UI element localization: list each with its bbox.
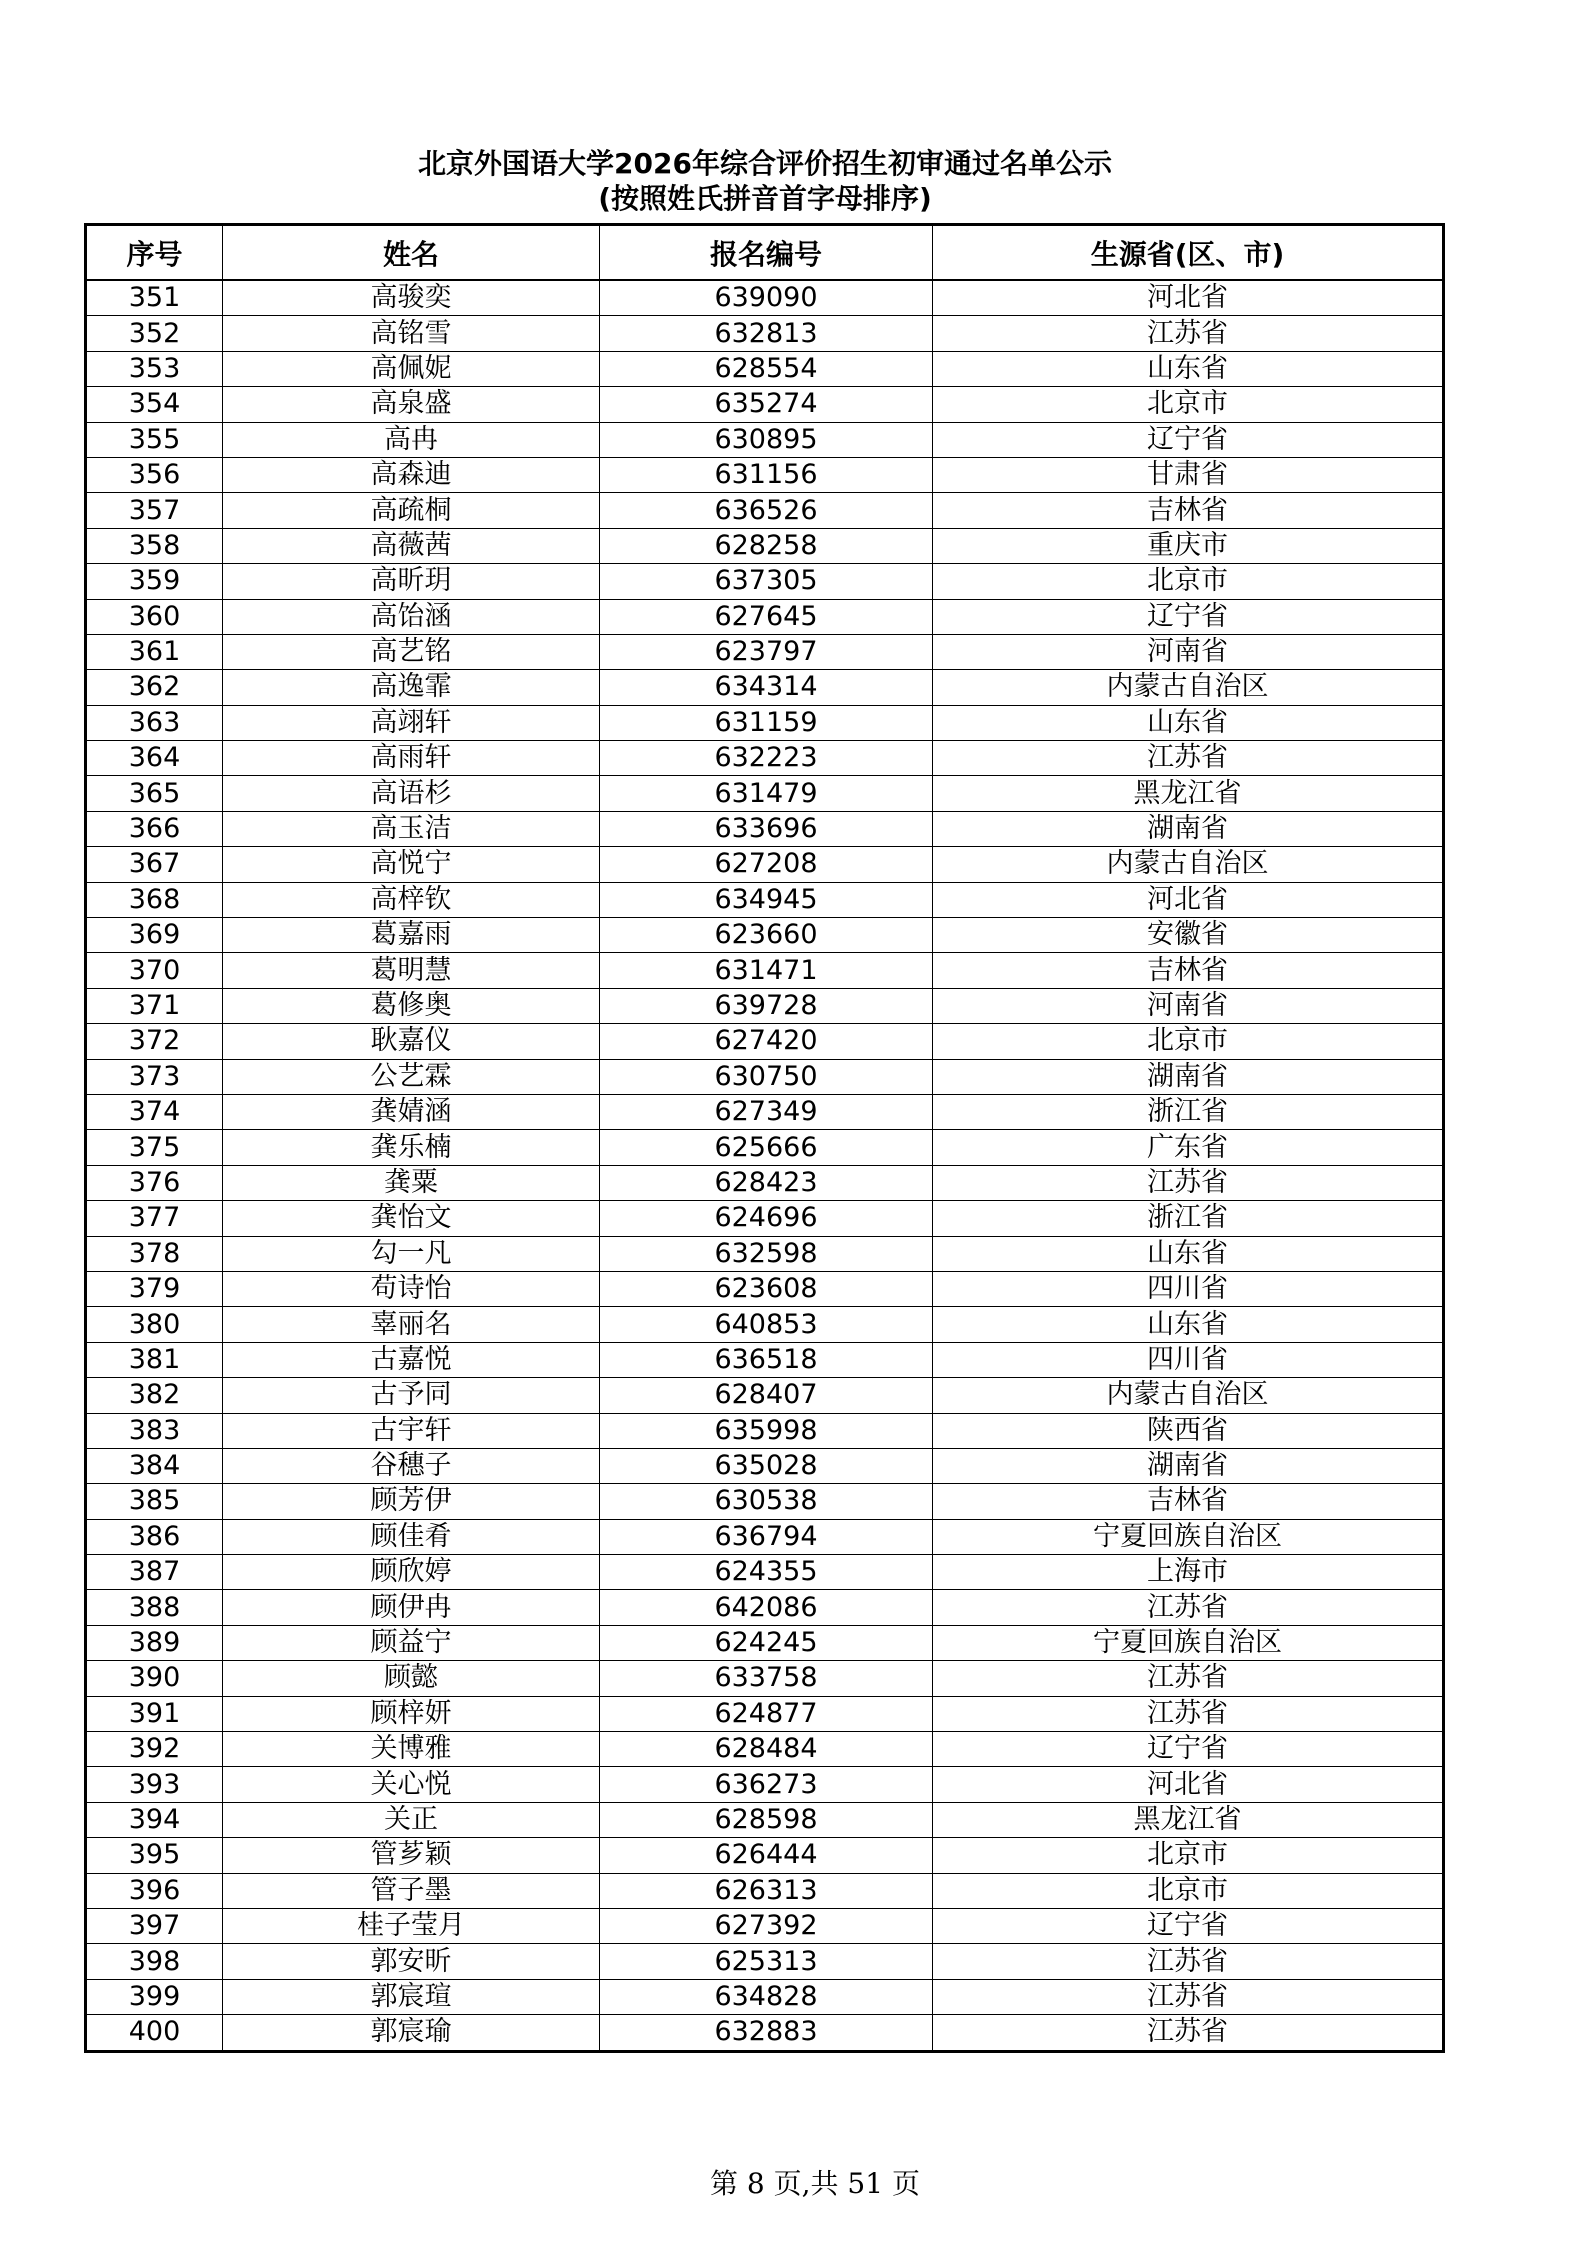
table-row bbox=[86, 847, 1444, 882]
table-row bbox=[86, 422, 1444, 457]
cell-name: 高艺铭 bbox=[223, 634, 600, 669]
cell-index: 371 bbox=[86, 988, 223, 1023]
cell-registration-number: 625313 bbox=[600, 1944, 933, 1979]
cell-province: 江苏省 bbox=[933, 2015, 1444, 2051]
page-number: 第 8 页,共 51 页 bbox=[710, 2167, 920, 2200]
cell-index: 367 bbox=[86, 847, 223, 882]
table-row bbox=[86, 1696, 1444, 1731]
cell-index: 376 bbox=[86, 1165, 223, 1200]
cell-registration-number: 631479 bbox=[600, 776, 933, 811]
roster-table bbox=[84, 223, 1445, 2053]
cell-province: 河北省 bbox=[933, 1767, 1444, 1802]
cell-province: 湖南省 bbox=[933, 811, 1444, 846]
cell-province: 北京市 bbox=[933, 1024, 1444, 1059]
cell-province: 四川省 bbox=[933, 1342, 1444, 1377]
cell-index: 389 bbox=[86, 1625, 223, 1660]
table-row bbox=[86, 1555, 1444, 1590]
cell-name: 耿嘉仪 bbox=[223, 1024, 600, 1059]
cell-index: 355 bbox=[86, 422, 223, 457]
cell-name: 高饴涵 bbox=[223, 599, 600, 634]
cell-index: 356 bbox=[86, 457, 223, 492]
cell-name: 顾芳伊 bbox=[223, 1484, 600, 1519]
cell-registration-number: 628407 bbox=[600, 1378, 933, 1413]
cell-index: 363 bbox=[86, 705, 223, 740]
cell-index: 353 bbox=[86, 351, 223, 386]
table-row bbox=[86, 1413, 1444, 1448]
cell-index: 390 bbox=[86, 1661, 223, 1696]
cell-index: 386 bbox=[86, 1519, 223, 1554]
table-row bbox=[86, 351, 1444, 386]
column-header-province: 生源省(区、市) bbox=[933, 225, 1444, 281]
cell-province: 吉林省 bbox=[933, 1484, 1444, 1519]
cell-province: 河南省 bbox=[933, 988, 1444, 1023]
cell-name: 郭安昕 bbox=[223, 1944, 600, 1979]
table-row bbox=[86, 1378, 1444, 1413]
cell-registration-number: 632813 bbox=[600, 316, 933, 351]
cell-province: 黑龙江省 bbox=[933, 776, 1444, 811]
cell-province: 山东省 bbox=[933, 351, 1444, 386]
cell-name: 高昕玥 bbox=[223, 564, 600, 599]
cell-registration-number: 637305 bbox=[600, 564, 933, 599]
cell-index: 366 bbox=[86, 811, 223, 846]
cell-name: 葛明慧 bbox=[223, 953, 600, 988]
cell-index: 391 bbox=[86, 1696, 223, 1731]
cell-index: 375 bbox=[86, 1130, 223, 1165]
cell-index: 362 bbox=[86, 670, 223, 705]
table-row bbox=[86, 457, 1444, 492]
cell-name: 郭宸瑜 bbox=[223, 2015, 600, 2051]
cell-index: 396 bbox=[86, 1873, 223, 1908]
table-row bbox=[86, 634, 1444, 669]
table-row bbox=[86, 1767, 1444, 1802]
cell-registration-number: 631156 bbox=[600, 457, 933, 492]
cell-province: 广东省 bbox=[933, 1130, 1444, 1165]
cell-registration-number: 635274 bbox=[600, 387, 933, 422]
cell-index: 361 bbox=[86, 634, 223, 669]
cell-name: 苟诗怡 bbox=[223, 1271, 600, 1306]
cell-province: 陕西省 bbox=[933, 1413, 1444, 1448]
cell-province: 宁夏回族自治区 bbox=[933, 1519, 1444, 1554]
cell-index: 357 bbox=[86, 493, 223, 528]
table-row bbox=[86, 564, 1444, 599]
cell-registration-number: 630895 bbox=[600, 422, 933, 457]
cell-province: 北京市 bbox=[933, 564, 1444, 599]
cell-province: 河南省 bbox=[933, 634, 1444, 669]
cell-index: 380 bbox=[86, 1307, 223, 1342]
cell-registration-number: 634945 bbox=[600, 882, 933, 917]
cell-registration-number: 632598 bbox=[600, 1236, 933, 1271]
cell-index: 378 bbox=[86, 1236, 223, 1271]
cell-province: 江苏省 bbox=[933, 316, 1444, 351]
table-row bbox=[86, 811, 1444, 846]
cell-index: 369 bbox=[86, 918, 223, 953]
cell-name: 高冉 bbox=[223, 422, 600, 457]
cell-name: 顾佳肴 bbox=[223, 1519, 600, 1554]
cell-registration-number: 625666 bbox=[600, 1130, 933, 1165]
table-row bbox=[86, 1979, 1444, 2014]
table-row bbox=[86, 1590, 1444, 1625]
cell-registration-number: 633758 bbox=[600, 1661, 933, 1696]
cell-province: 北京市 bbox=[933, 387, 1444, 422]
table-row bbox=[86, 882, 1444, 917]
cell-index: 368 bbox=[86, 882, 223, 917]
table-row bbox=[86, 1873, 1444, 1908]
cell-registration-number: 627392 bbox=[600, 1908, 933, 1943]
cell-registration-number: 632223 bbox=[600, 741, 933, 776]
table-row bbox=[86, 1201, 1444, 1236]
cell-name: 管芗颖 bbox=[223, 1838, 600, 1873]
cell-province: 四川省 bbox=[933, 1271, 1444, 1306]
cell-province: 湖南省 bbox=[933, 1448, 1444, 1483]
cell-index: 399 bbox=[86, 1979, 223, 2014]
cell-name: 顾梓妍 bbox=[223, 1696, 600, 1731]
cell-name: 龚婧涵 bbox=[223, 1094, 600, 1129]
cell-registration-number: 632883 bbox=[600, 2015, 933, 2051]
cell-registration-number: 628258 bbox=[600, 528, 933, 563]
cell-province: 内蒙古自治区 bbox=[933, 847, 1444, 882]
cell-registration-number: 640853 bbox=[600, 1307, 933, 1342]
cell-registration-number: 627349 bbox=[600, 1094, 933, 1129]
cell-name: 龚粟 bbox=[223, 1165, 600, 1200]
cell-registration-number: 624877 bbox=[600, 1696, 933, 1731]
table-row bbox=[86, 316, 1444, 351]
cell-registration-number: 624355 bbox=[600, 1555, 933, 1590]
cell-index: 393 bbox=[86, 1767, 223, 1802]
cell-registration-number: 628554 bbox=[600, 351, 933, 386]
cell-index: 354 bbox=[86, 387, 223, 422]
cell-province: 北京市 bbox=[933, 1873, 1444, 1908]
table-row bbox=[86, 2015, 1444, 2051]
cell-index: 385 bbox=[86, 1484, 223, 1519]
cell-index: 397 bbox=[86, 1908, 223, 1943]
cell-province: 江苏省 bbox=[933, 1979, 1444, 2014]
cell-province: 河北省 bbox=[933, 882, 1444, 917]
table-row bbox=[86, 1625, 1444, 1660]
cell-province: 内蒙古自治区 bbox=[933, 1378, 1444, 1413]
cell-province: 北京市 bbox=[933, 1838, 1444, 1873]
table-row bbox=[86, 1908, 1444, 1943]
cell-name: 高梓钦 bbox=[223, 882, 600, 917]
table-row bbox=[86, 1519, 1444, 1554]
table-row bbox=[86, 705, 1444, 740]
table-row bbox=[86, 1802, 1444, 1837]
cell-name: 公艺霖 bbox=[223, 1059, 600, 1094]
cell-registration-number: 624696 bbox=[600, 1201, 933, 1236]
cell-registration-number: 636273 bbox=[600, 1767, 933, 1802]
cell-registration-number: 642086 bbox=[600, 1590, 933, 1625]
cell-registration-number: 631471 bbox=[600, 953, 933, 988]
cell-registration-number: 631159 bbox=[600, 705, 933, 740]
cell-province: 安徽省 bbox=[933, 918, 1444, 953]
cell-registration-number: 636794 bbox=[600, 1519, 933, 1554]
cell-index: 384 bbox=[86, 1448, 223, 1483]
cell-index: 372 bbox=[86, 1024, 223, 1059]
table-row bbox=[86, 953, 1444, 988]
table-row bbox=[86, 1448, 1444, 1483]
cell-name: 桂子莹月 bbox=[223, 1908, 600, 1943]
cell-province: 重庆市 bbox=[933, 528, 1444, 563]
cell-name: 古嘉悦 bbox=[223, 1342, 600, 1377]
cell-name: 高佩妮 bbox=[223, 351, 600, 386]
cell-name: 高悦宁 bbox=[223, 847, 600, 882]
cell-registration-number: 628423 bbox=[600, 1165, 933, 1200]
cell-name: 谷穗子 bbox=[223, 1448, 600, 1483]
cell-registration-number: 634314 bbox=[600, 670, 933, 705]
column-header-index: 序号 bbox=[86, 225, 223, 281]
cell-index: 387 bbox=[86, 1555, 223, 1590]
cell-name: 辜丽名 bbox=[223, 1307, 600, 1342]
cell-province: 辽宁省 bbox=[933, 599, 1444, 634]
table-row bbox=[86, 1165, 1444, 1200]
cell-registration-number: 628484 bbox=[600, 1732, 933, 1767]
cell-index: 400 bbox=[86, 2015, 223, 2051]
table-row bbox=[86, 1130, 1444, 1165]
cell-index: 379 bbox=[86, 1271, 223, 1306]
cell-index: 394 bbox=[86, 1802, 223, 1837]
cell-province: 上海市 bbox=[933, 1555, 1444, 1590]
cell-registration-number: 636526 bbox=[600, 493, 933, 528]
cell-name: 高语杉 bbox=[223, 776, 600, 811]
cell-index: 351 bbox=[86, 280, 223, 316]
cell-index: 381 bbox=[86, 1342, 223, 1377]
cell-province: 江苏省 bbox=[933, 1661, 1444, 1696]
cell-name: 顾欣婷 bbox=[223, 1555, 600, 1590]
column-header-name: 姓名 bbox=[223, 225, 600, 281]
cell-name: 高骏奕 bbox=[223, 280, 600, 316]
cell-index: 374 bbox=[86, 1094, 223, 1129]
cell-name: 高薇茜 bbox=[223, 528, 600, 563]
cell-name: 顾伊冉 bbox=[223, 1590, 600, 1625]
cell-index: 360 bbox=[86, 599, 223, 634]
cell-name: 龚乐楠 bbox=[223, 1130, 600, 1165]
column-header-registration-number: 报名编号 bbox=[600, 225, 933, 281]
cell-name: 高玉洁 bbox=[223, 811, 600, 846]
cell-province: 浙江省 bbox=[933, 1201, 1444, 1236]
cell-registration-number: 623660 bbox=[600, 918, 933, 953]
cell-registration-number: 634828 bbox=[600, 1979, 933, 2014]
table-row bbox=[86, 493, 1444, 528]
cell-index: 370 bbox=[86, 953, 223, 988]
roster-body bbox=[86, 280, 1444, 2051]
cell-province: 宁夏回族自治区 bbox=[933, 1625, 1444, 1660]
table-row bbox=[86, 387, 1444, 422]
cell-province: 山东省 bbox=[933, 1236, 1444, 1271]
cell-province: 山东省 bbox=[933, 705, 1444, 740]
table-row bbox=[86, 1236, 1444, 1271]
cell-province: 江苏省 bbox=[933, 741, 1444, 776]
cell-province: 辽宁省 bbox=[933, 1732, 1444, 1767]
cell-name: 勾一凡 bbox=[223, 1236, 600, 1271]
cell-index: 352 bbox=[86, 316, 223, 351]
cell-province: 浙江省 bbox=[933, 1094, 1444, 1129]
cell-index: 398 bbox=[86, 1944, 223, 1979]
cell-registration-number: 624245 bbox=[600, 1625, 933, 1660]
cell-province: 黑龙江省 bbox=[933, 1802, 1444, 1837]
cell-name: 高逸霏 bbox=[223, 670, 600, 705]
table-row bbox=[86, 776, 1444, 811]
cell-index: 359 bbox=[86, 564, 223, 599]
cell-province: 辽宁省 bbox=[933, 1908, 1444, 1943]
cell-registration-number: 635998 bbox=[600, 1413, 933, 1448]
cell-registration-number: 627420 bbox=[600, 1024, 933, 1059]
cell-registration-number: 623797 bbox=[600, 634, 933, 669]
cell-index: 373 bbox=[86, 1059, 223, 1094]
cell-registration-number: 639090 bbox=[600, 280, 933, 316]
table-row bbox=[86, 670, 1444, 705]
cell-index: 388 bbox=[86, 1590, 223, 1625]
cell-index: 358 bbox=[86, 528, 223, 563]
cell-province: 江苏省 bbox=[933, 1944, 1444, 1979]
cell-registration-number: 627645 bbox=[600, 599, 933, 634]
cell-name: 顾懿 bbox=[223, 1661, 600, 1696]
cell-province: 吉林省 bbox=[933, 953, 1444, 988]
table-header-row bbox=[86, 225, 1444, 281]
table-row bbox=[86, 1484, 1444, 1519]
cell-registration-number: 626313 bbox=[600, 1873, 933, 1908]
table-row bbox=[86, 599, 1444, 634]
cell-name: 顾益宁 bbox=[223, 1625, 600, 1660]
table-row bbox=[86, 741, 1444, 776]
cell-name: 管子墨 bbox=[223, 1873, 600, 1908]
cell-name: 高铭雪 bbox=[223, 316, 600, 351]
cell-name: 高泉盛 bbox=[223, 387, 600, 422]
cell-registration-number: 630750 bbox=[600, 1059, 933, 1094]
cell-registration-number: 626444 bbox=[600, 1838, 933, 1873]
table-row bbox=[86, 528, 1444, 563]
cell-province: 甘肃省 bbox=[933, 457, 1444, 492]
cell-registration-number: 635028 bbox=[600, 1448, 933, 1483]
document-title: 北京外国语大学2026年综合评价招生初审通过名单公示 bbox=[418, 147, 1112, 180]
cell-province: 吉林省 bbox=[933, 493, 1444, 528]
cell-index: 364 bbox=[86, 741, 223, 776]
cell-name: 高雨轩 bbox=[223, 741, 600, 776]
cell-name: 高翊轩 bbox=[223, 705, 600, 740]
cell-name: 古予同 bbox=[223, 1378, 600, 1413]
table-row bbox=[86, 1944, 1444, 1979]
cell-registration-number: 628598 bbox=[600, 1802, 933, 1837]
cell-province: 河北省 bbox=[933, 280, 1444, 316]
cell-name: 葛修奥 bbox=[223, 988, 600, 1023]
cell-province: 江苏省 bbox=[933, 1696, 1444, 1731]
cell-registration-number: 633696 bbox=[600, 811, 933, 846]
cell-index: 383 bbox=[86, 1413, 223, 1448]
cell-registration-number: 636518 bbox=[600, 1342, 933, 1377]
cell-name: 郭宸瑄 bbox=[223, 1979, 600, 2014]
table-row bbox=[86, 1342, 1444, 1377]
cell-name: 高森迪 bbox=[223, 457, 600, 492]
table-row bbox=[86, 1024, 1444, 1059]
table-row bbox=[86, 988, 1444, 1023]
table-row bbox=[86, 918, 1444, 953]
cell-registration-number: 623608 bbox=[600, 1271, 933, 1306]
cell-registration-number: 627208 bbox=[600, 847, 933, 882]
cell-index: 382 bbox=[86, 1378, 223, 1413]
cell-name: 葛嘉雨 bbox=[223, 918, 600, 953]
cell-name: 关正 bbox=[223, 1802, 600, 1837]
cell-province: 内蒙古自治区 bbox=[933, 670, 1444, 705]
cell-index: 377 bbox=[86, 1201, 223, 1236]
cell-index: 365 bbox=[86, 776, 223, 811]
table-row bbox=[86, 1094, 1444, 1129]
table-row bbox=[86, 1838, 1444, 1873]
cell-registration-number: 630538 bbox=[600, 1484, 933, 1519]
cell-name: 古宇轩 bbox=[223, 1413, 600, 1448]
table-row bbox=[86, 1307, 1444, 1342]
cell-name: 关博雅 bbox=[223, 1732, 600, 1767]
table-row bbox=[86, 280, 1444, 316]
cell-province: 江苏省 bbox=[933, 1590, 1444, 1625]
cell-province: 江苏省 bbox=[933, 1165, 1444, 1200]
document-subtitle: (按照姓氏拼音首字母排序) bbox=[598, 182, 932, 215]
table-row bbox=[86, 1732, 1444, 1767]
cell-name: 高疏桐 bbox=[223, 493, 600, 528]
cell-index: 392 bbox=[86, 1732, 223, 1767]
cell-registration-number: 639728 bbox=[600, 988, 933, 1023]
cell-name: 关心悦 bbox=[223, 1767, 600, 1802]
table-row bbox=[86, 1271, 1444, 1306]
cell-name: 龚怡文 bbox=[223, 1201, 600, 1236]
cell-index: 395 bbox=[86, 1838, 223, 1873]
cell-province: 山东省 bbox=[933, 1307, 1444, 1342]
cell-province: 辽宁省 bbox=[933, 422, 1444, 457]
cell-province: 湖南省 bbox=[933, 1059, 1444, 1094]
table-row bbox=[86, 1661, 1444, 1696]
table-row bbox=[86, 1059, 1444, 1094]
